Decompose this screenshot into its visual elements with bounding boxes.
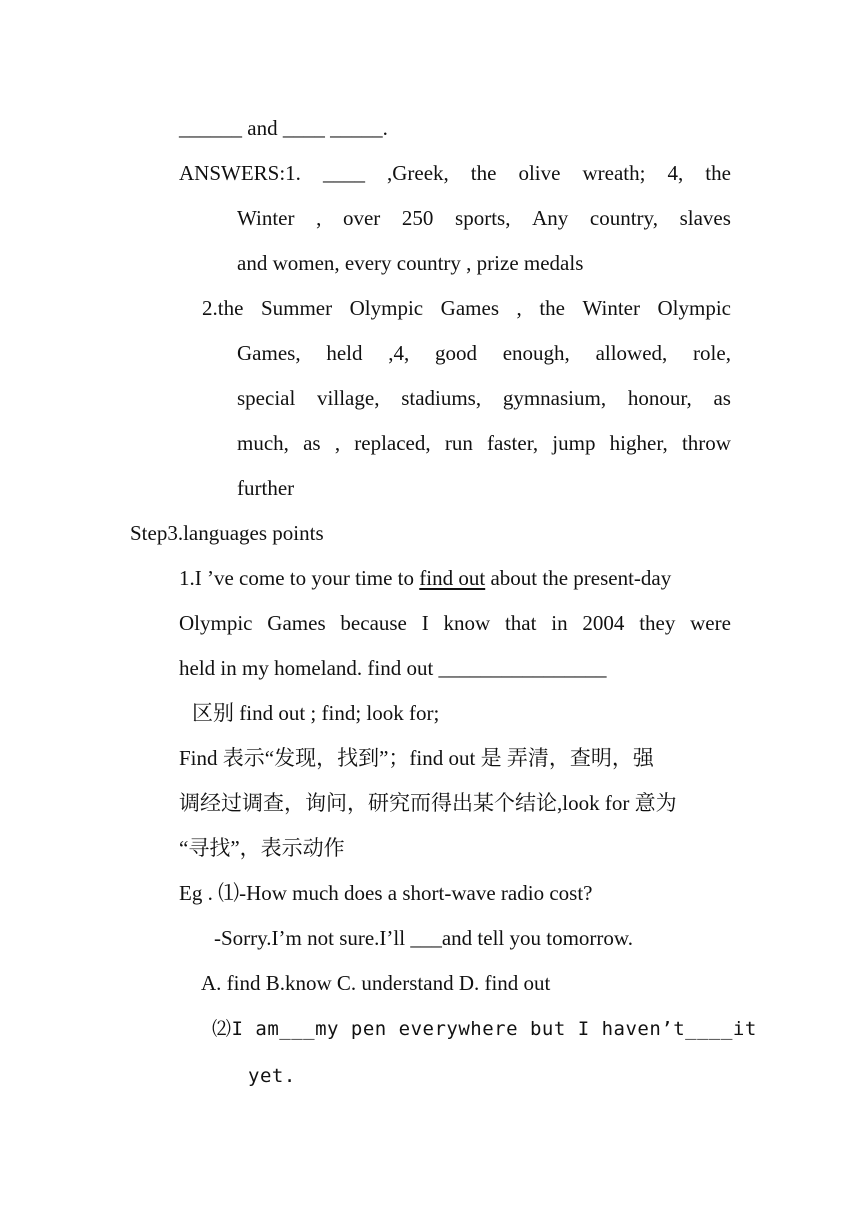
example-line: ⑵I am___my pen everywhere but I haven’t____it: [212, 1018, 757, 1040]
text-line: “寻找”，表示动作: [179, 836, 345, 860]
word: the: [705, 161, 731, 185]
word: Any: [532, 206, 569, 230]
word: village,: [317, 386, 380, 410]
text-line: -Sorry.I’m not sure.I’ll ___and tell you tomorrow.: [214, 926, 633, 950]
answers-line: [179, 159, 731, 187]
text-line: and women, every country , prize medals: [237, 251, 584, 275]
word: Winter: [582, 296, 640, 320]
text-line: held in my homeland. find out ________________: [179, 656, 607, 680]
word: in: [551, 611, 568, 635]
word: role,: [693, 341, 731, 365]
text-segment: about the present-day: [485, 566, 672, 590]
word: Summer: [260, 296, 333, 320]
word: were: [690, 611, 731, 635]
word: higher,: [609, 431, 668, 455]
word: they: [639, 611, 676, 635]
word: replaced,: [354, 431, 431, 455]
text-line: ______ and ____ _____.: [179, 116, 388, 140]
word: I: [421, 611, 429, 635]
text-line: 区别 find out ; find; look for;: [192, 701, 440, 725]
word: Games: [440, 296, 499, 320]
text-line: [237, 384, 731, 412]
word: 2004: [582, 611, 625, 635]
word: Winter: [237, 206, 295, 230]
word: much,: [237, 431, 289, 455]
word: jump: [552, 431, 596, 455]
word: run: [444, 431, 473, 455]
word: ,: [334, 431, 341, 455]
section-heading: Step3.languages points: [130, 521, 324, 545]
word: because: [340, 611, 407, 635]
word: Olympic: [657, 296, 731, 320]
text-line: [202, 294, 731, 322]
word: Games: [267, 611, 326, 635]
text-segment: 1.I ’ve come to your time to: [179, 566, 420, 590]
word: wreath;: [582, 161, 646, 185]
word: Games,: [237, 341, 301, 365]
word: 250: [401, 206, 434, 230]
text-line: [179, 564, 671, 592]
word: Olympic: [179, 611, 253, 635]
word: stadiums,: [401, 386, 482, 410]
word: that: [504, 611, 537, 635]
options-line: A. find B.know C. understand D. find out: [201, 971, 551, 995]
word: Olympic: [349, 296, 424, 320]
word: over: [342, 206, 381, 230]
word: honour,: [627, 386, 692, 410]
word: faster,: [487, 431, 539, 455]
word: allowed,: [595, 341, 668, 365]
word: 4,: [667, 161, 684, 185]
word: throw: [681, 431, 731, 455]
word: olive: [518, 161, 561, 185]
example-line: Eg . ⑴-How much does a short-wave radio cost?: [179, 881, 593, 905]
word: ,: [516, 296, 522, 320]
word: ,Greek,: [386, 161, 449, 185]
word: gymnasium,: [502, 386, 607, 410]
word: ANSWERS:1.: [179, 161, 301, 185]
word: country,: [589, 206, 658, 230]
text-line: 调经过调查，询问，研究而得出某个结论,look for 意为: [179, 791, 677, 815]
word: the: [470, 161, 497, 185]
word: ,: [316, 206, 322, 230]
word: special: [237, 386, 296, 410]
word: held: [326, 341, 363, 365]
word: 2.the: [202, 296, 244, 320]
text-line: [237, 339, 731, 367]
word: as: [713, 386, 731, 410]
text-line: further: [237, 476, 295, 500]
word: know: [443, 611, 491, 635]
word: enough,: [502, 341, 570, 365]
text-line: yet.: [248, 1065, 296, 1087]
text-line: [237, 204, 731, 232]
word: as: [303, 431, 321, 455]
word: ____: [322, 161, 365, 185]
word: sports,: [455, 206, 511, 230]
text-line: [237, 429, 731, 457]
word: good: [434, 341, 477, 365]
text-line: Find 表示“发现，找到”；find out 是 弄清，查明，强: [179, 746, 654, 770]
underlined-phrase: find out: [419, 566, 486, 590]
word: the: [539, 296, 565, 320]
word: slaves: [679, 206, 731, 230]
text-line: [179, 609, 731, 637]
word: ,4,: [388, 341, 410, 365]
